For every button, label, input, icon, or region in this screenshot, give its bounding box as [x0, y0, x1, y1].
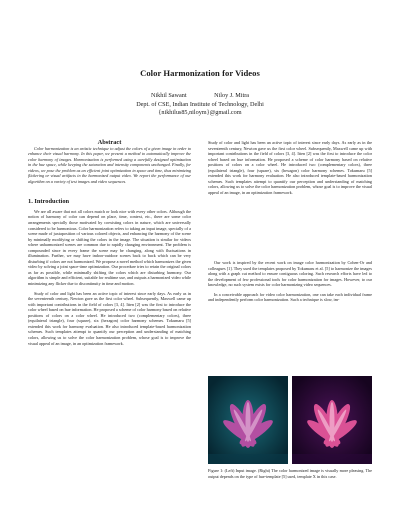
- author-names: [0, 92, 400, 101]
- abstract-text: Color harmonization is an artistic technique to adjust the colors of a given image in order to enhance their visual harmony. In this paper, we present a method to automatically improve the color harmony of images. Harmonization is performed using a carefully designed optimization in the hue space, while keeping the saturation and intensity components unchanged. Finally, for videos, we pose the problem as an efficient joint optimization in space and time, thus minimizing flickering or visual artifacts in the harmonized output video. We report the performance of our algorithm on a variety of test images and video sequences.: [28, 145, 191, 184]
- intro-paragraph-2-start: Study of color and light has been an active topic of interest since early days. As early as in the seventeenth century, Newton gave us the first color wheel. Subsequently, Maxwell came up with important contributions in the field of colors [3, 4]. Itten [2] was the first to introduce the color wheel based on hue information. He proposed a scheme of color harmony based on relative positions of colors on a color wheel. He introduced two (complementary colors), three (equilateral triangle), four (square), six (hexagon) color harmony schemes. Tokumaru [5] extended this work for harmony evaluation. He also introduced template-based harmonization schemes. Such templates attempt to quantify our perception and understanding of matching colors, allowing us to solve the color harmonization problem, whose goal is to improve the visual appeal of an image, in an optimization framework.: [28, 290, 191, 346]
- section-heading-introduction: 1. Introduction: [28, 198, 70, 206]
- affiliation: Dept. of CSE, Indian Institute of Technology, Delhi: [136, 100, 264, 108]
- figure-1-caption: Figure 1: (Left) Input image. (Right) The color harmonized image is visually more pleasing. The output depends on the type of hue-template [5] used, template X in this case.: [208, 468, 372, 479]
- author-name: Niloy J. Mitra: [214, 92, 249, 99]
- left-column: [28, 139, 191, 346]
- figure-1-images: [208, 376, 372, 464]
- intro-paragraph-3: Our work is inspired by the recent work on image color harmonization by Cohen-Or and colleagues [1]. They used the templates proposed by Tokumaru et al. [5] to harmonize the images along with a graph cut method to ensure contiguous coloring. Such research efforts have led to the development of few professional tools for color harmonization for images. However, to our knowledge, no such system exists for color harmonizing video sequences.: [208, 260, 372, 288]
- email: {nikhilus85,niloym}@gmail.com: [158, 109, 242, 117]
- harmonized-image: [292, 376, 372, 464]
- author-block: [0, 92, 400, 118]
- input-image: [208, 376, 288, 464]
- intro-paragraph-4: In a conceivable approach for video color harmonization, one can take each individual frame and independently perform color harmonization. Such a technique is slow, im-: [208, 291, 372, 303]
- abstract-heading: Abstract: [97, 139, 122, 146]
- figure-1: [208, 376, 372, 464]
- author-name: Nikhil Sawant: [150, 92, 187, 99]
- intro-paragraph-1: We are all aware that not all colors match or look nice with every other colors. Although the notion of harmony of color can depend on place, time, context, etc., there are some color arrangements specially those motivated by coexisting colors in nature, which are universally considered to be harmonious. Color harmonization refers to taking an input image, specially of a scene made of juxtaposition of various colored objects, and enhancing the harmony of the scene by minimally modifying or shifting the colors in the image. The situation is similar for videos where unharmonized scenes are common due to rapidly changing environment. The problem is compounded since in every frame the scene may be changing, along with fluctuations in illumination. Further, we may have indoor-outdoor scenes back to back which can be very disturbing if colors are not harmonized. We propose a novel method which harmonizes the given video by solving a joint space-time optimization. Our procedure tries to retain the original colors as far as possible, while minimally shifting the colors which are disturbing harmony. Our algorithm is simple and efficient, suitable for realtime use, and outputs a harmonized video while minimizing any flicker due to discontinuity in time and motion.: [28, 208, 191, 287]
- intro-paragraph-2-continued: Study of color and light has been an active topic of interest since early days. As early as in the seventeenth century, Newton gave us the first color wheel. Subsequently, Maxwell came up with important contributions in the field of colors [3, 4]. Itten [2] was the first to introduce the color wheel based on hue information. He proposed a scheme of color harmony based on relative positions of colors on a color wheel. He introduced two (complementary colors), three (equilateral triangle), four (square), six (hexagon) color harmony schemes. Tokumaru [5] extended this work for harmony evaluation. He also introduced template-based harmonization schemes. Such templates attempt to quantify our perception and understanding of matching colors, allowing us to solve the color harmonization problem, whose goal is to improve the visual appeal of an image, in an optimization framework.: [208, 140, 372, 195]
- right-column: [208, 140, 372, 303]
- paper-title: Color Harmonization for Videos: [140, 68, 260, 78]
